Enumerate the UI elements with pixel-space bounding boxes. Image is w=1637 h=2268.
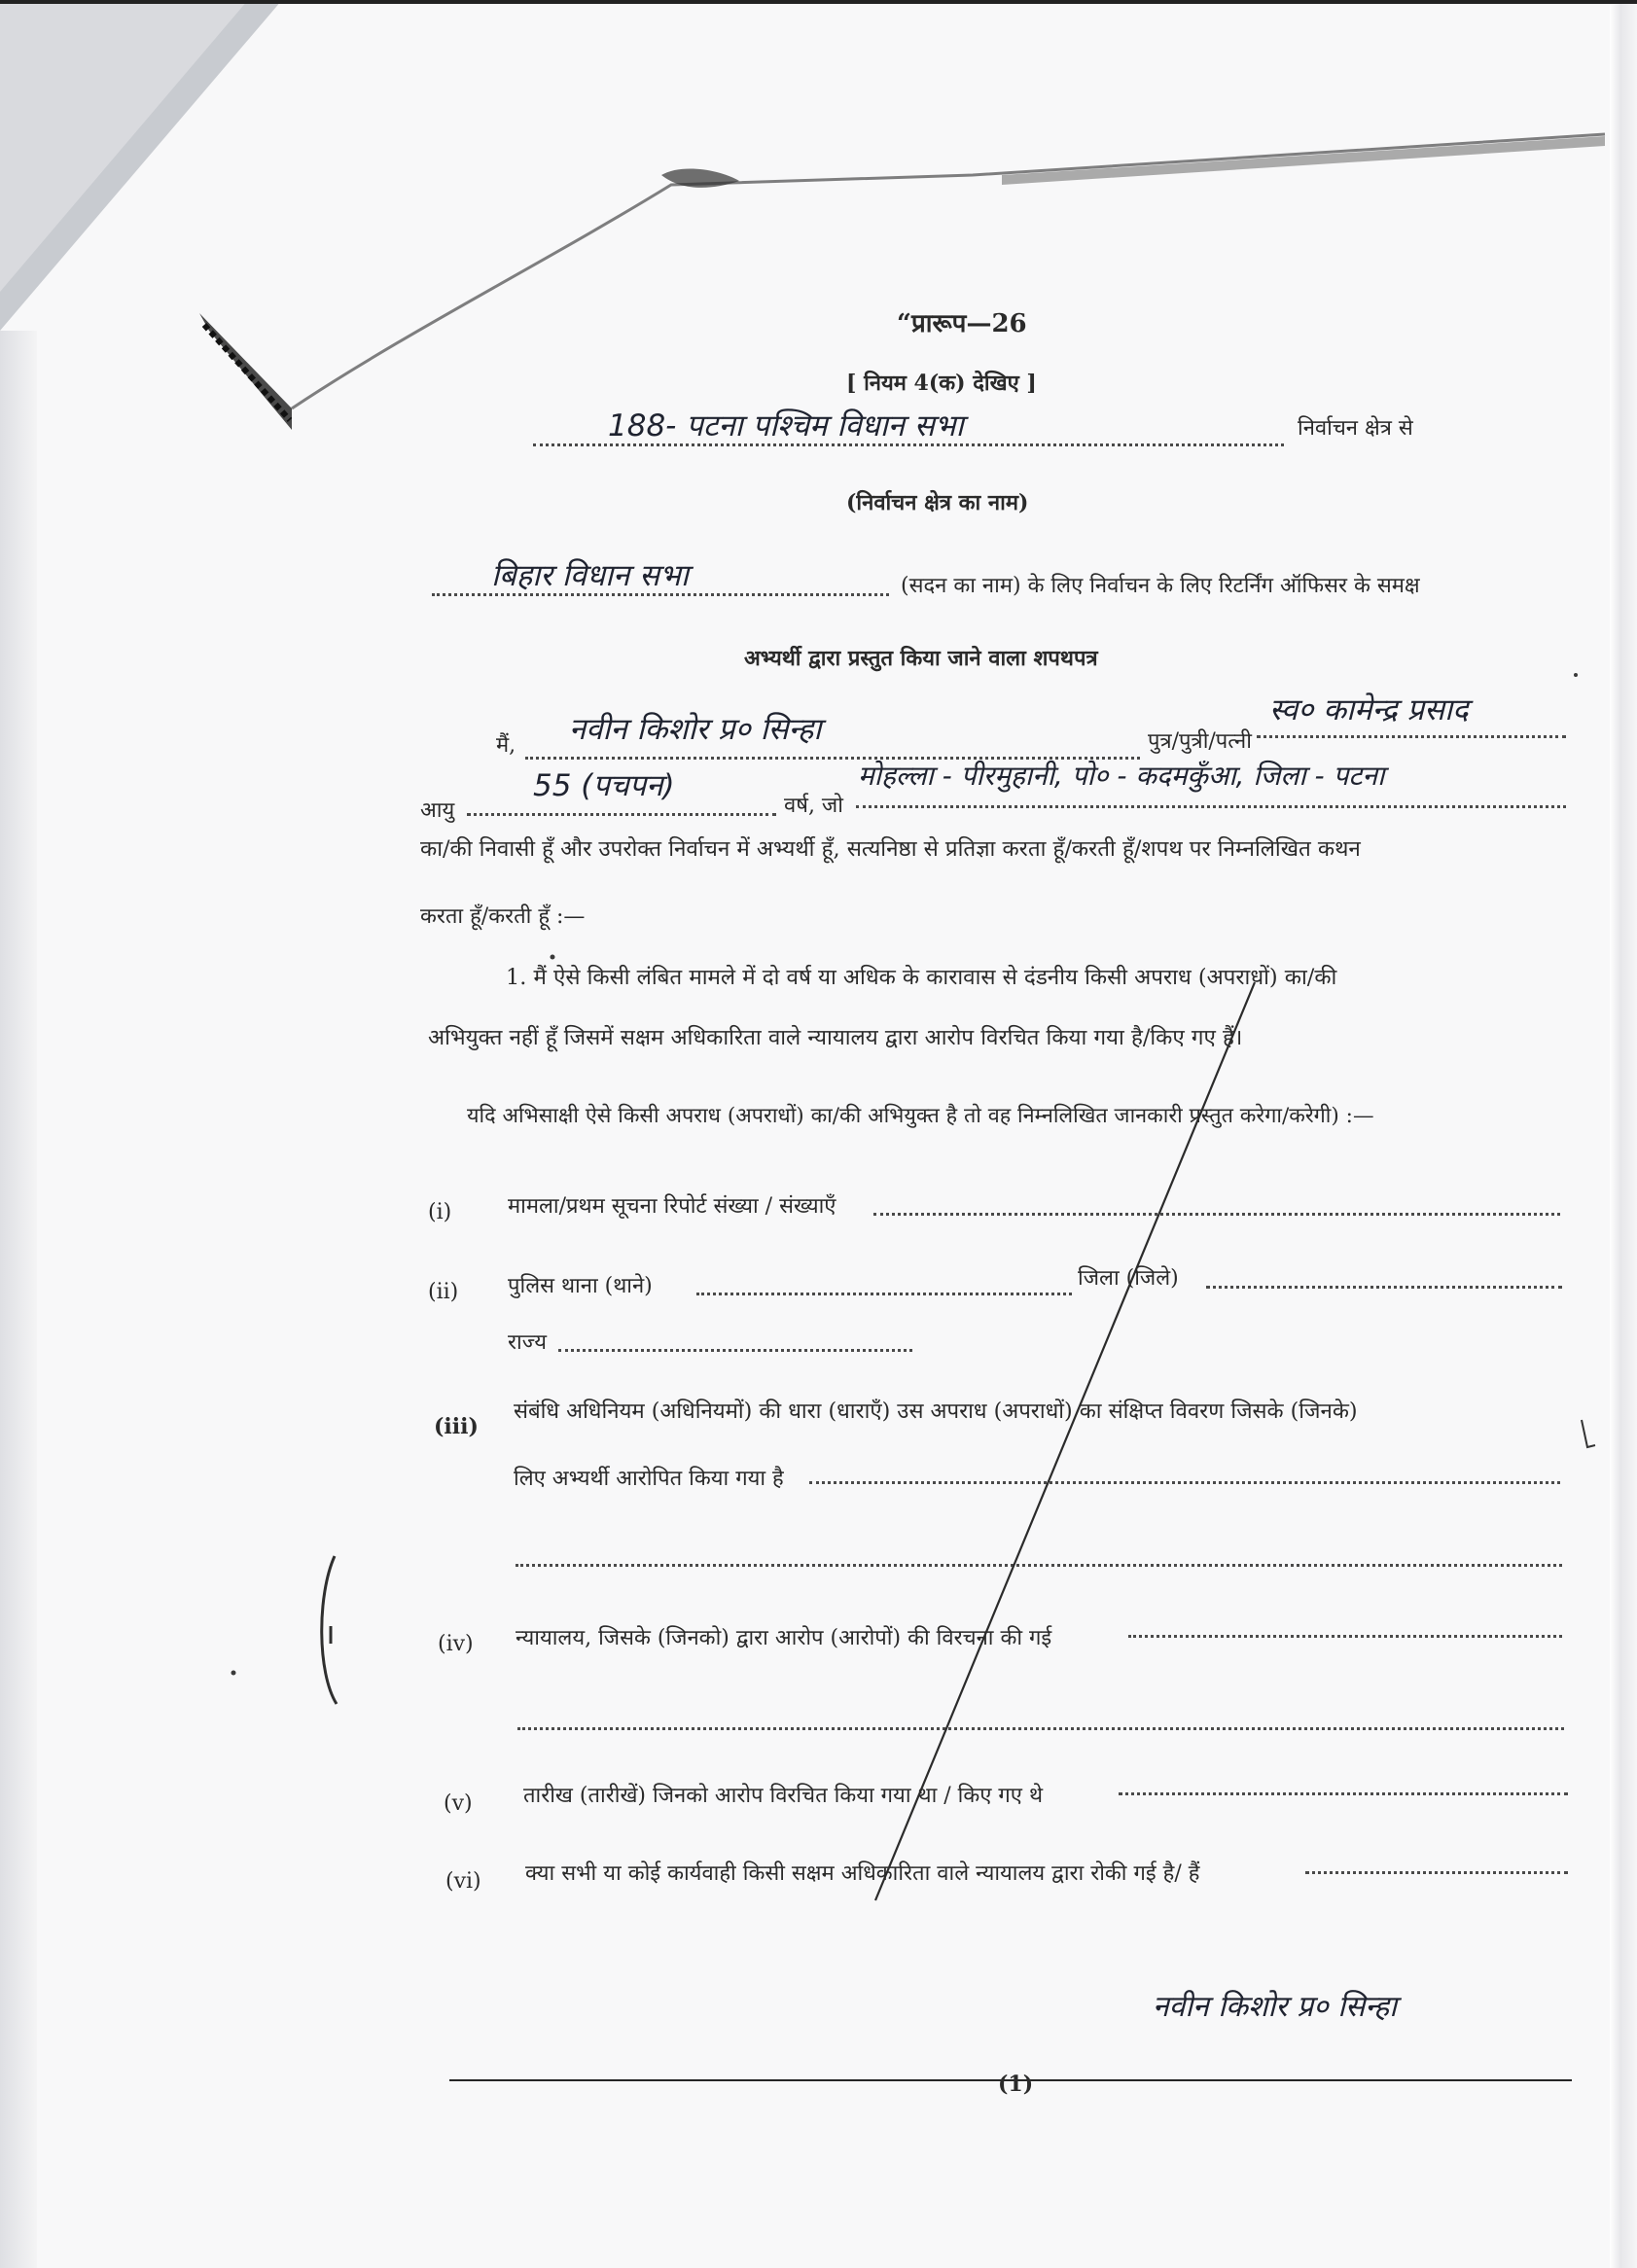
item-i-dotted-line xyxy=(873,1213,1560,1216)
relation-label: पुत्र/पुत्री/पत्नी xyxy=(1148,729,1252,754)
address-handwritten: मोहल्ला - पीरमुहानी, पो० - कदमकुँआ, जिला - पटना xyxy=(858,760,1385,792)
constituency-dotted-line xyxy=(533,443,1284,446)
left-page-edge xyxy=(0,331,37,2268)
item-iv-label: न्यायालय, जिसके (जिनको) द्वारा आरोप (आरोपों) की विरचना की गई xyxy=(516,1626,1052,1650)
item-ii-station-dotted-line xyxy=(696,1293,1072,1295)
item-v-label: तारीख (तारीखें) जिनको आरोप विरचित किया गया था / किए गए थे xyxy=(523,1784,1044,1808)
rule-reference: [ नियम 4(क) देखिए ] xyxy=(846,371,1037,396)
father-dotted-line xyxy=(1257,735,1566,738)
item-ii-label: पुलिस थाना (थाने) xyxy=(508,1274,653,1298)
item-iii-dotted-line2 xyxy=(516,1564,1562,1567)
resident-statement-line1: का/की निवासी हूँ और उपरोक्त निर्वाचन में अभ्यर्थी हूँ, सत्यनिष्ठा से प्रतिज्ञा करता हूँ/करती हूँ/शपथ पर निम्नलिखित कथन xyxy=(420,836,1361,862)
item-iii-label-line1: संबंधि अधिनियम (अधिनियमों) की धारा (धाराएँ) उस अपराध (अपराधों) का संक्षिप्त विवरण जिसके (जिनके) xyxy=(514,1399,1358,1424)
year-label: वर्ष, जो xyxy=(784,794,843,818)
age-dotted-line xyxy=(467,813,776,816)
paragraph-1-line1: 1. मैं ऐसे किसी लंबित मामले में दो वर्ष या अधिक के कारावास से दंडनीय किसी अपराध (अपराधों) का/की xyxy=(506,965,1337,990)
item-vi-dotted-line xyxy=(1305,1871,1568,1874)
item-iii-number: (iii) xyxy=(434,1414,479,1439)
item-v-number: (v) xyxy=(444,1791,473,1816)
age-label: आयु xyxy=(420,798,455,823)
form-title: “प्रारूप—26 xyxy=(897,309,1027,338)
item-ii-district-label: जिला (जिले) xyxy=(1078,1266,1179,1291)
house-dotted-line xyxy=(432,593,889,596)
item-ii-state-label: राज्य xyxy=(508,1330,548,1355)
father-name-handwritten: स्व० कामेन्द्र प्रसाद xyxy=(1269,692,1469,727)
constituency-suffix: निर्वाचन क्षेत्र से xyxy=(1298,416,1413,441)
house-suffix: (सदन का नाम) के लिए निर्वाचन के लिए रिटर्निंग ऑफिसर के समक्ष xyxy=(901,574,1420,598)
item-v-dotted-line xyxy=(1119,1792,1568,1795)
item-iii-dotted-line1 xyxy=(809,1481,1560,1484)
paragraph-1-line2: अभियुक्त नहीं हूँ जिसमें सक्षम अधिकारिता वाले न्यायालय द्वारा आरोप विरचित किया गया है/किए गए हैं। xyxy=(428,1025,1243,1050)
item-ii-state-dotted-line xyxy=(558,1349,912,1352)
item-i-number: (i) xyxy=(428,1200,452,1224)
item-iv-dotted-line2 xyxy=(517,1727,1564,1730)
age-handwritten: 55 (पचपन) xyxy=(533,768,675,803)
item-iv-dotted-line1 xyxy=(1128,1635,1562,1638)
item-ii-number: (ii) xyxy=(428,1280,459,1304)
if-accused-instruction: यदि अभिसाक्षी ऐसे किसी अपराध (अपराधों) का/की अभियुक्त है तो वह निम्नलिखित जानकारी प्रस्तुत करेगा/करेगी) :— xyxy=(467,1104,1374,1128)
candidate-signature: नवीन किशोर प्र० सिन्हा xyxy=(1153,1990,1397,2024)
constituency-caption: (निर्वाचन क्षेत्र का नाम) xyxy=(846,490,1029,515)
address-dotted-line xyxy=(856,805,1566,808)
item-ii-district-dotted-line xyxy=(1206,1286,1562,1289)
top-scan-border xyxy=(0,0,1637,4)
item-i-label: मामला/प्रथम सूचना रिपोर्ट संख्या / संख्याएँ xyxy=(508,1194,836,1219)
item-vi-number: (vi) xyxy=(445,1869,481,1894)
affidavit-heading: अभ्यर्थी द्वारा प्रस्तुत किया जाने वाला शपथपत्र xyxy=(744,646,1098,671)
page-number: (1) xyxy=(998,2072,1034,2097)
constituency-handwritten: 188- पटना पश्चिम विधान सभा xyxy=(608,408,964,443)
name-prefix: मैं, xyxy=(496,733,516,758)
house-handwritten: बिहार विधान सभा xyxy=(491,558,689,593)
resident-statement-line2: करता हूँ/करती हूँ :— xyxy=(420,904,586,929)
item-iii-label-line2: लिए अभ्यर्थी आरोपित किया गया है xyxy=(514,1467,784,1491)
folded-corner-shade xyxy=(0,0,248,292)
right-page-edge xyxy=(1610,0,1637,2268)
item-vi-label: क्या सभी या कोई कार्यवाही किसी सक्षम अधिकारिता वाले न्यायालय द्वारा रोकी गई है/ हैं xyxy=(525,1861,1200,1886)
candidate-name-handwritten: नवीन किशोर प्र० सिन्हा xyxy=(569,712,822,747)
item-iv-number: (iv) xyxy=(438,1632,474,1656)
